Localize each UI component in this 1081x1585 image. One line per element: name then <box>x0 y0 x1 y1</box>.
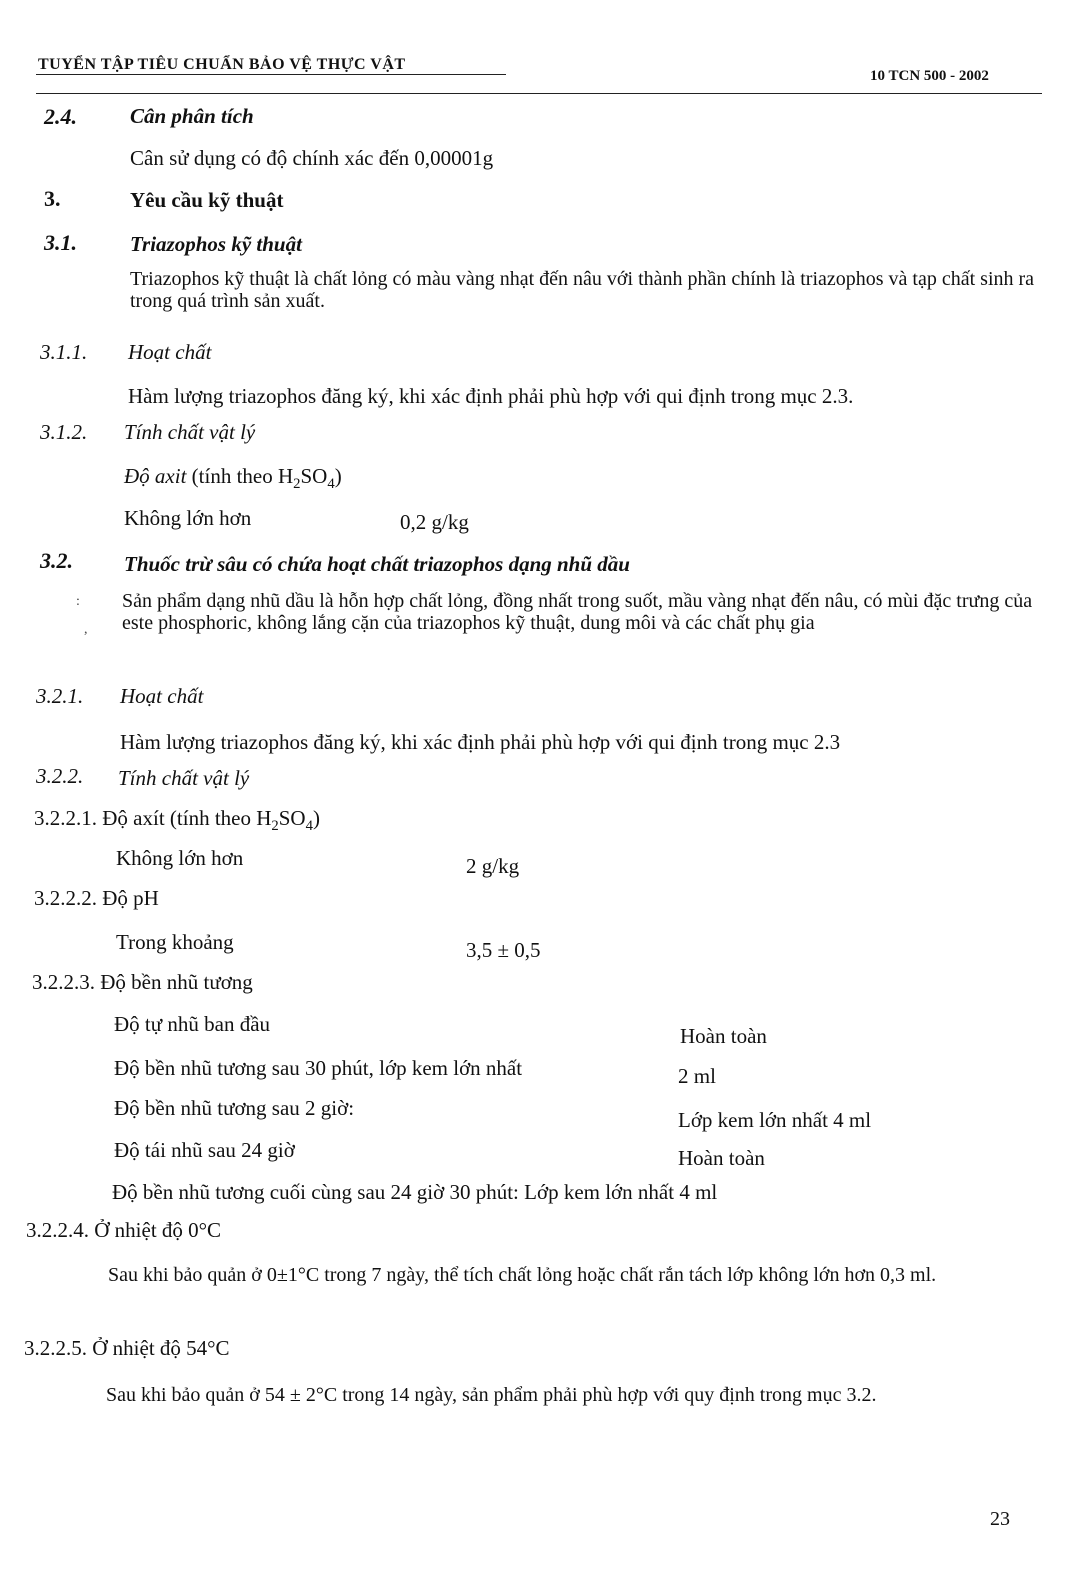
section-number-3-1: 3.1. <box>44 230 77 255</box>
margin-mark: , <box>84 622 88 637</box>
subsection-heading-3-2-2-5: 3.2.2.5. Ở nhiệt độ 54°C <box>24 1336 230 1360</box>
section-number-3-2: 3.2. <box>40 548 73 573</box>
section-body-3-2-1: Hàm lượng triazophos đăng ký, khi xác định phải phù hợp với qui định trong mục 2.3 <box>120 730 841 754</box>
emulsion-row-value: Hoàn toàn <box>678 1146 765 1170</box>
section-title-3-2-1: Hoạt chất <box>120 684 204 708</box>
limit-label-3-2-2-1: Không lớn hơn <box>116 846 244 870</box>
section-body-3-2: Sản phẩm dạng nhũ dầu là hỗn hợp chất lỏng, đồng nhất trong suốt, mầu vàng nhạt đến nâu, có mùi đặc trưng của este phosphoric, không lắng cặn của triazophos kỹ thuật, dung môi và các chất phụ gia <box>122 590 1033 634</box>
section-title-2-4: Cân phân tích <box>130 104 254 128</box>
section-number-3-2-1: 3.2.1. <box>36 684 84 708</box>
acid-note: (tính theo $H_2SO_4$) <box>191 464 342 493</box>
emulsion-row-value: 2 ml <box>678 1064 716 1088</box>
section-title-3: Yêu cầu kỹ thuật <box>130 188 284 212</box>
emulsion-row-value: Lớp kem lớn nhất 4 ml <box>678 1108 872 1132</box>
emulsion-row-label: Độ tự nhũ ban đầu <box>114 1012 271 1036</box>
emulsion-final-line: Độ bền nhũ tương cuối cùng sau 24 giờ 30 phút: Lớp kem lớn nhất 4 ml <box>112 1180 718 1204</box>
margin-mark: : <box>76 594 80 609</box>
subsection-body-3-2-2-5: Sau khi bảo quản ở 54 ± 2°C trong 14 ngày, sản phẩm phải phù hợp với quy định trong mục 3.2. <box>106 1384 877 1406</box>
section-title-3-2-2: Tính chất vật lý <box>118 766 250 790</box>
header-underline <box>36 74 506 75</box>
limit-value-3-1-2: 0,2 g/kg <box>400 510 469 534</box>
section-body-3-1: Triazophos kỹ thuật là chất lỏng có màu vàng nhạt đến nâu với thành phần chính là triazophos và tạp chất sinh ra trong quá trình sản xuất. <box>130 268 1035 312</box>
subsection-heading-3-2-2-1: 3.2.2.1. Độ axít (tính theo $H_2SO_4$) <box>34 806 320 835</box>
section-title-3-1-1: Hoạt chất <box>128 340 212 364</box>
emulsion-row-value: Hoàn toàn <box>680 1024 767 1048</box>
limit-value-3-2-2-1: 2 g/kg <box>466 854 520 878</box>
emulsion-row-label: Độ tái nhũ sau 24 giờ <box>114 1138 295 1162</box>
acid-label: Độ axit <box>124 464 187 488</box>
section-number-2-4: 2.4. <box>44 104 77 129</box>
limit-label-3-1-2: Không lớn hơn <box>124 506 252 530</box>
section-number-3-1-1: 3.1.1. <box>40 340 88 364</box>
section-title-3-2: Thuốc trừ sâu có chứa hoạt chất triazophos dạng nhũ dầu <box>124 552 630 576</box>
range-value-3-2-2-2: 3,5 ± 0,5 <box>466 938 541 962</box>
section-number-3-2-2: 3.2.2. <box>36 764 84 788</box>
page-number: 23 <box>990 1508 1010 1530</box>
section-number-3: 3. <box>44 186 61 211</box>
subsection-body-3-2-2-4: Sau khi bảo quản ở 0±1°C trong 7 ngày, thể tích chất lỏng hoặc chất rắn tách lớp không lớn hơn 0,3 ml. <box>108 1264 937 1286</box>
section-number-3-1-2: 3.1.2. <box>40 420 88 444</box>
running-header-title: TUYỂN TẬP TIÊU CHUẨN BẢO VỆ THỰC VẬT <box>38 56 406 73</box>
section-title-3-1: Triazophos kỹ thuật <box>130 232 302 256</box>
subsection-heading-3-2-2-4: 3.2.2.4. Ở nhiệt độ 0°C <box>26 1218 222 1242</box>
range-label-3-2-2-2: Trong khoảng <box>116 930 234 954</box>
section-body-2-4: Cân sử dụng có độ chính xác đến 0,00001g <box>130 146 494 170</box>
standard-code: 10 TCN 500 - 2002 <box>870 68 989 84</box>
section-title-3-1-2: Tính chất vật lý <box>124 420 256 444</box>
subsection-heading-3-2-2-3: 3.2.2.3. Độ bền nhũ tương <box>32 970 253 994</box>
section-body-3-1-1: Hàm lượng triazophos đăng ký, khi xác định phải phù hợp với qui định trong mục 2.3. <box>128 384 854 408</box>
header-rule <box>36 93 1042 94</box>
emulsion-row-label: Độ bền nhũ tương sau 2 giờ: <box>114 1096 355 1120</box>
subsection-heading-3-2-2-2: 3.2.2.2. Độ pH <box>34 886 159 910</box>
acid-line-3-1-2 <box>124 464 342 493</box>
emulsion-row-label: Độ bền nhũ tương sau 30 phút, lớp kem lớn nhất <box>114 1056 523 1080</box>
